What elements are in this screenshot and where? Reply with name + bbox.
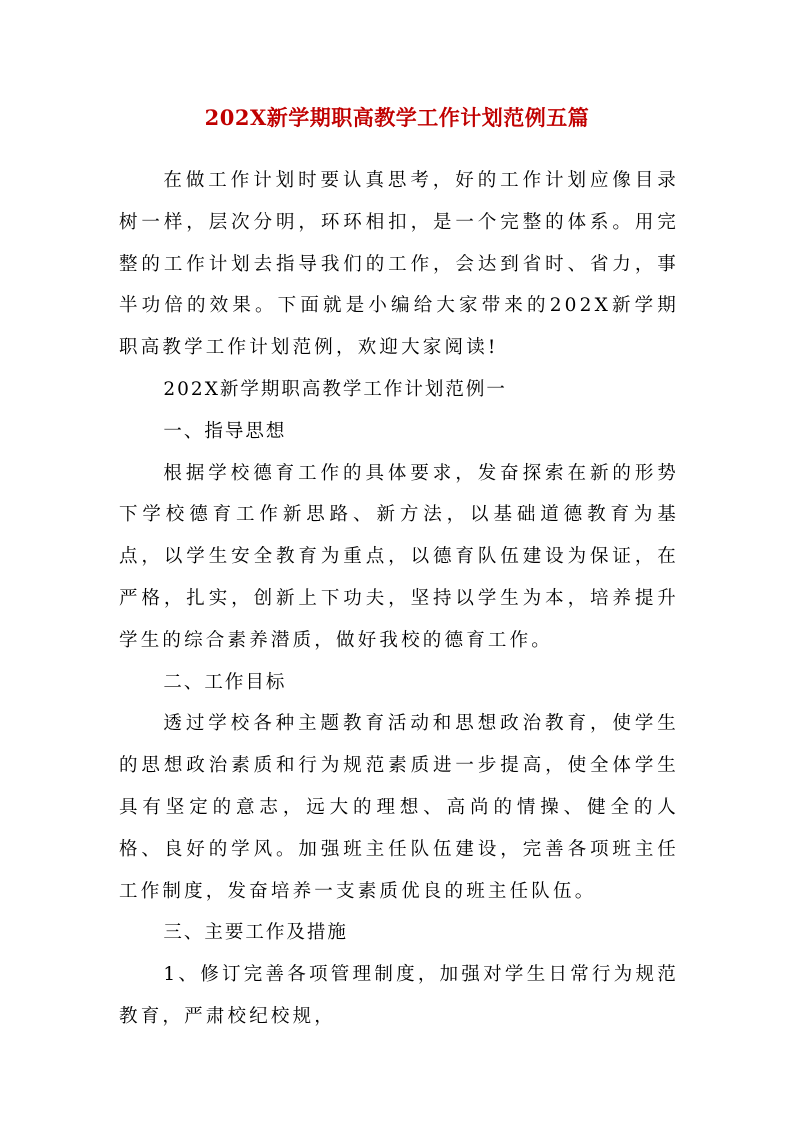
paragraph-measure-one: 1、修订完善各项管理制度，加强对学生日常行为规范教育，严肃校纪校规， — [119, 964, 679, 1027]
document-title: 202X新学期职高教学工作计划范例五篇 — [204, 105, 590, 130]
paragraph-guiding-ideology: 根据学校德育工作的具体要求，发奋探索在新的形势下学校德育工作新思路、新方法，以基础道德教育为基点，以学生安全教育为重点，以德育队伍建设为保证，在严格，扎实，创新上下功夫，坚持以学生为本，培养提升学生的综合素养潜质，做好我校的德育工作。 — [119, 462, 679, 651]
heading-guiding-ideology: 一、指导思想 — [163, 420, 287, 442]
paragraph-work-goals: 透过学校各种主题教育活动和思想政治教育，使学生的思想政治素质和行为规范素质进一步提高，使全体学生具有坚定的意志，远大的理想、高尚的情操、健全的人格、良好的学风。加强班主任队伍建设，完善各项班主任工作制度，发奋培养一支素质优良的班主任队伍。 — [119, 713, 679, 902]
heading-work-goals: 二、工作目标 — [163, 671, 287, 693]
heading-main-work-measures: 三、主要工作及措施 — [163, 922, 348, 944]
document-body — [119, 160, 679, 1038]
intro-paragraph: 在做工作计划时要认真思考，好的工作计划应像目录树一样，层次分明，环环相扣，是一个完整的体系。用完整的工作计划去指导我们的工作，会达到省时、省力，事半功倍的效果。下面就是小编给大家带来的202X新学期职高教学工作计划范例，欢迎大家阅读! — [119, 170, 679, 359]
section-title-example-one: 202X新学期职高教学工作计划范例一 — [163, 378, 507, 400]
